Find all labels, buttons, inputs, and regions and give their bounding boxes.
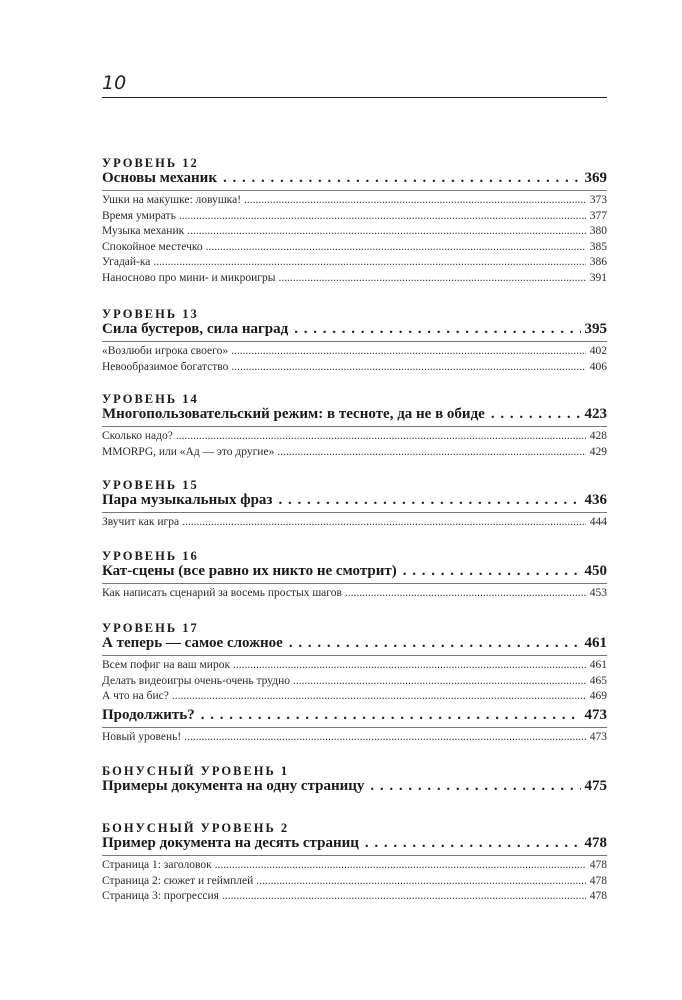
subsection-entry[interactable] [102,659,607,675]
chapter-entry[interactable] [102,563,607,583]
subsection-entry[interactable] [102,225,607,241]
chapter-page: 461 [584,635,607,651]
subsection-entry[interactable] [102,675,607,691]
dot-leader [275,272,585,284]
section-heading: УРОВЕНЬ 13 [102,307,199,321]
subsection-title: А что на бис? [102,690,169,703]
chapter-title: Сила бустеров, сила наград [102,321,289,337]
subsection-page: 453 [589,587,607,599]
dot-leader [217,170,581,187]
subsection-title: Угадай-ка [102,256,151,269]
subsection-entry[interactable] [102,859,607,875]
subsection-entry[interactable] [102,272,607,288]
chapter-rule [102,583,607,584]
section-heading: УРОВЕНЬ 16 [102,549,199,563]
section-heading: УРОВЕНЬ 12 [102,156,199,170]
chapter-page: 450 [584,563,607,579]
chapter-rule [102,655,607,656]
chapter-entry[interactable] [102,707,607,727]
dot-leader [230,659,586,671]
chapter-page: 423 [584,406,607,422]
dot-leader [150,256,585,268]
chapter-entry[interactable] [102,635,607,655]
chapter-page: 369 [584,170,607,186]
subsection-entry[interactable] [102,241,607,257]
chapter-title: А теперь — самое сложное [102,635,283,651]
section-heading: УРОВЕНЬ 17 [102,621,199,635]
chapter-entry[interactable] [102,170,607,190]
dot-leader [203,241,586,253]
chapter-title: Пример документа на десять страниц [102,835,359,851]
chapter-title: Многопользовательский режим: в тесноте, да не в обиде [102,406,485,422]
subsection-title: Страница 1: заголовок [102,859,212,871]
subsection-entry[interactable] [102,890,607,906]
dot-leader [228,345,586,357]
subsection-title: Спокойное местечко [102,240,203,253]
dot-leader [397,563,581,580]
dot-leader [169,690,586,702]
subsection-entry[interactable] [102,430,607,446]
subsection-page: 391 [589,272,607,284]
subsection-page: 429 [589,445,607,458]
chapter-rule [102,426,607,427]
subsection-title: Сколько надо? [102,430,173,442]
chapter-title: Пара музыкальных фраз [102,492,273,508]
chapter-rule [102,727,607,728]
subsection-entry[interactable] [102,587,607,603]
subsection-title: Наносново про мини- и микроигры [102,272,276,284]
subsection-title: Страница 3: прогрессия [102,890,219,903]
subsection-page: 478 [589,890,607,903]
subsection-title: MMORPG, или «Ад — это другие» [102,445,275,458]
subsection-page: 380 [589,225,607,238]
section-heading: УРОВЕНЬ 14 [102,392,199,406]
dot-leader [288,321,580,338]
dot-leader [195,707,581,724]
dot-leader [272,492,580,509]
chapter-entry[interactable] [102,835,607,855]
dot-leader [485,406,581,423]
subsection-entry[interactable] [102,690,607,706]
subsection-entry[interactable] [102,516,607,532]
dot-leader [176,210,586,222]
chapter-entry[interactable] [102,492,607,512]
chapter-rule [102,341,607,342]
subsection-entry[interactable] [102,446,607,462]
subsection-title: «Возлюби игрока своего» [102,345,229,357]
subsection-title: Как написать сценарий за восемь простых шагов [102,587,342,599]
chapter-entry[interactable] [102,406,607,426]
dot-leader [283,635,581,652]
subsection-title: Делать видеоигры очень-очень трудно [102,674,291,687]
subsection-title: Звучит как игра [102,516,180,528]
dot-leader [219,890,586,902]
chapter-page: 475 [584,778,607,794]
chapter-rule [102,855,607,856]
subsection-entry[interactable] [102,875,607,891]
chapter-page: 478 [584,835,607,851]
chapter-page: 395 [584,321,607,337]
dot-leader [359,835,581,852]
subsection-title: Невообразимое богатство [102,360,229,373]
dot-leader [212,859,586,871]
subsection-page: 465 [589,674,607,687]
chapter-entry[interactable] [102,778,607,798]
subsection-page: 377 [589,209,607,222]
chapter-title: Продолжить? [102,707,195,723]
subsection-page: 402 [589,345,607,357]
subsection-entry[interactable] [102,731,607,747]
subsection-entry[interactable] [102,345,607,361]
dot-leader [342,587,586,599]
subsection-page: 478 [589,874,607,887]
subsection-page: 461 [589,659,607,671]
subsection-entry[interactable] [102,361,607,377]
subsection-page: 386 [589,256,607,269]
dot-leader [173,430,586,442]
subsection-page: 406 [589,360,607,373]
subsection-page: 428 [589,430,607,442]
chapter-title: Примеры документа на одну страницу [102,778,365,794]
dot-leader [179,516,586,528]
subsection-title: Ушки на макушке: ловушка! [102,194,242,206]
subsection-page: 373 [589,194,607,206]
subsection-title: Страница 2: сюжет и геймплей [102,874,254,887]
section-heading: УРОВЕНЬ 15 [102,478,199,492]
subsection-page: 478 [589,859,607,871]
subsection-entry[interactable] [102,210,607,226]
dot-leader [274,446,585,458]
dot-leader [253,875,585,887]
chapter-rule [102,512,607,513]
dot-leader [241,194,586,206]
header-rule [102,97,607,98]
subsection-title: Всем пофиг на ваш мирок [102,659,231,671]
chapter-title: Кат-сцены (все равно их никто не смотрит) [102,563,397,579]
dot-leader [364,778,580,795]
subsection-page: 469 [589,690,607,703]
subsection-page: 444 [589,516,607,528]
chapter-entry[interactable] [102,321,607,341]
dot-leader [184,225,586,237]
dot-leader [290,675,586,687]
chapter-title: Основы механик [102,170,217,186]
subsection-page: 385 [589,240,607,253]
chapter-page: 436 [584,492,607,508]
dot-leader [181,731,586,743]
subsection-page: 473 [589,731,607,743]
page-number: 10 [102,72,127,94]
dot-leader [228,361,585,373]
chapter-rule [102,190,607,191]
subsection-title: Новый уровень! [102,731,182,743]
section-heading: БОНУСНЫЙ УРОВЕНЬ 2 [102,821,290,835]
chapter-page: 473 [584,707,607,723]
subsection-entry[interactable] [102,194,607,210]
subsection-entry[interactable] [102,256,607,272]
subsection-title: Время умирать [102,209,176,222]
subsection-title: Музыка механик [102,225,185,238]
section-heading: БОНУСНЫЙ УРОВЕНЬ 1 [102,764,290,778]
